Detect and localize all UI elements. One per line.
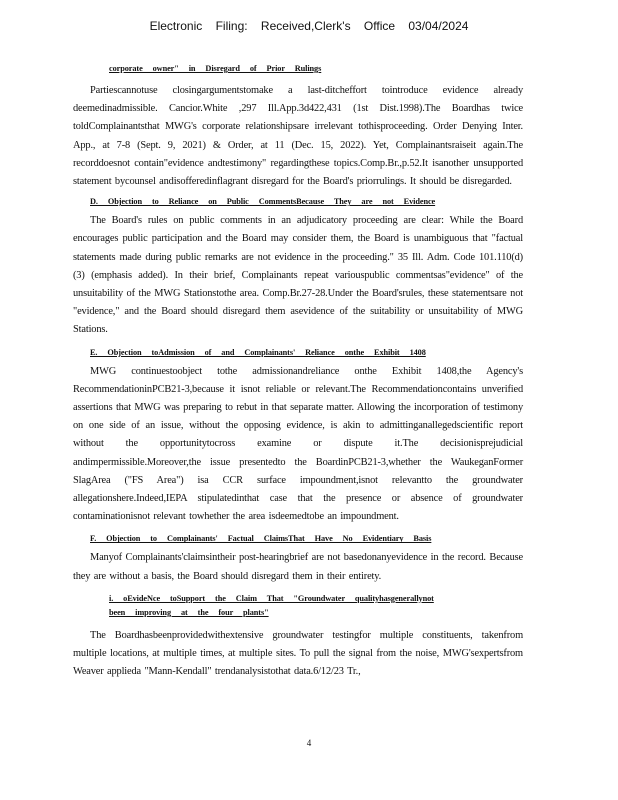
section-heading-public-comments: D. Objection to Reliance on Public CommentsBecause They are not Evidence (90, 197, 436, 207)
page-number: 4 (306, 738, 312, 748)
paragraph-groundwater-testing: The Boardhasbeenprovidedwithextensive groundwater testingfor multiple constituents, takenfrom multiple locations, at multiple times, at multiple sites. To pull the signal from the noise, MWG'sexpertsfrom Weaver applieda "Mann-Kendall" trendanalysistothat data.6/12/23 Tr., (73, 629, 523, 678)
paragraph-closing-argument: Partiescannotuse closingargumentstomake a last-ditcheffort tointroduce evidence already deemedinadmissible. Cancior.White ,297 Ill.App.3d422,431 (1st Dist.1998).The Boardhas twice toldComplainantsthat MWG's corporate relationshipsare irrelevant tothisproceeding. Order Denying Inter. App., at 7-8 (Sept. 9, 2021) & Order, at 11 (Dec. 15, 2022). Yet, Complainantsraiseit again.The recorddoesnot contain"evidence andtestimony" regardingthese topics.Comp.Br.,p.52.It isanother unsupported statement bycounsel andisofferedinflagrant disregard for the Board's priorrulings. It should be disregarded. (73, 85, 523, 188)
section-heading-corporate-owner: corporate owner" in Disregard of Prior Rulings (109, 64, 322, 73)
paragraph-exhibit-1408: MWG continuestoobject tothe admissionandreliance onthe Exhibit 1408,the Agency's RecommendationinPCB21-3,because it isnot reliable or relevant.The Recommendationcontains unverified assertions that MWG was preparing to rebut in that separate matter. Allowing the incorporation of testimony on one side of an issue, without the opposing evidence, is akin to admittinganallegedscientific report without the opportunitytocross examine or dispute it.The decisionisprejudicial andimpermissible.Moreover,the issue presentedto the BoardinPCB21-3,whether the WaukeganFormer SlagArea ("FS Area") isa CCR surface impoundment,isnot relevantto the groundwater allegationshere.Indeed,IEPA stipulatedinthat case that the presence or absence of groundwater contaminationisnot relevant towhether the area isdeemedtobe an impoundment. (73, 365, 523, 523)
section-heading-exhibit-1408: E. Objection toAdmission of and Complainants' Reliance onthe Exhibit 1408 (90, 347, 426, 357)
electronic-filing-header: Electronic Filing: Received,Clerk's Office 03/04/2024 (149, 19, 469, 33)
paragraph-public-comments: The Board's rules on public comments in an adjudicatory proceeding are clear: While the Board encourages public participation and the Board may consider them, the Board is unambiguous that "factual statements made during public remarks are not evidence in the proceeding." 35 Ill. Adm. Code 101.110(d)(3) (emphasis added). In their brief, Complainants repeat variouspublic commentsas"evidence" of the unsuitability of the MWG Stationstothe area. Comp.Br.27-28.Under the Board'srules, these statementsare not "evidence," and the Board should disregard them asevidence of the suitability or unsuitability of MWG Stations. (73, 215, 523, 336)
document-page (73, 64, 523, 681)
subsection-heading-groundwater: i. oEvideNce toSupport the Claim That "Groundwater qualityhasgenerallynot been improving at the four plants" (109, 593, 434, 617)
section-heading-factual-claims: F. Objection to Complainants' Factual ClaimsThat Have No Evidentiary Basis (90, 534, 432, 544)
paragraph-factual-claims: Manyof Complainants'claimsintheir post-hearingbrief are not basedonanyevidence in the record. Because they are without a basis, the Board should disregard them in their entirety. (73, 552, 523, 582)
